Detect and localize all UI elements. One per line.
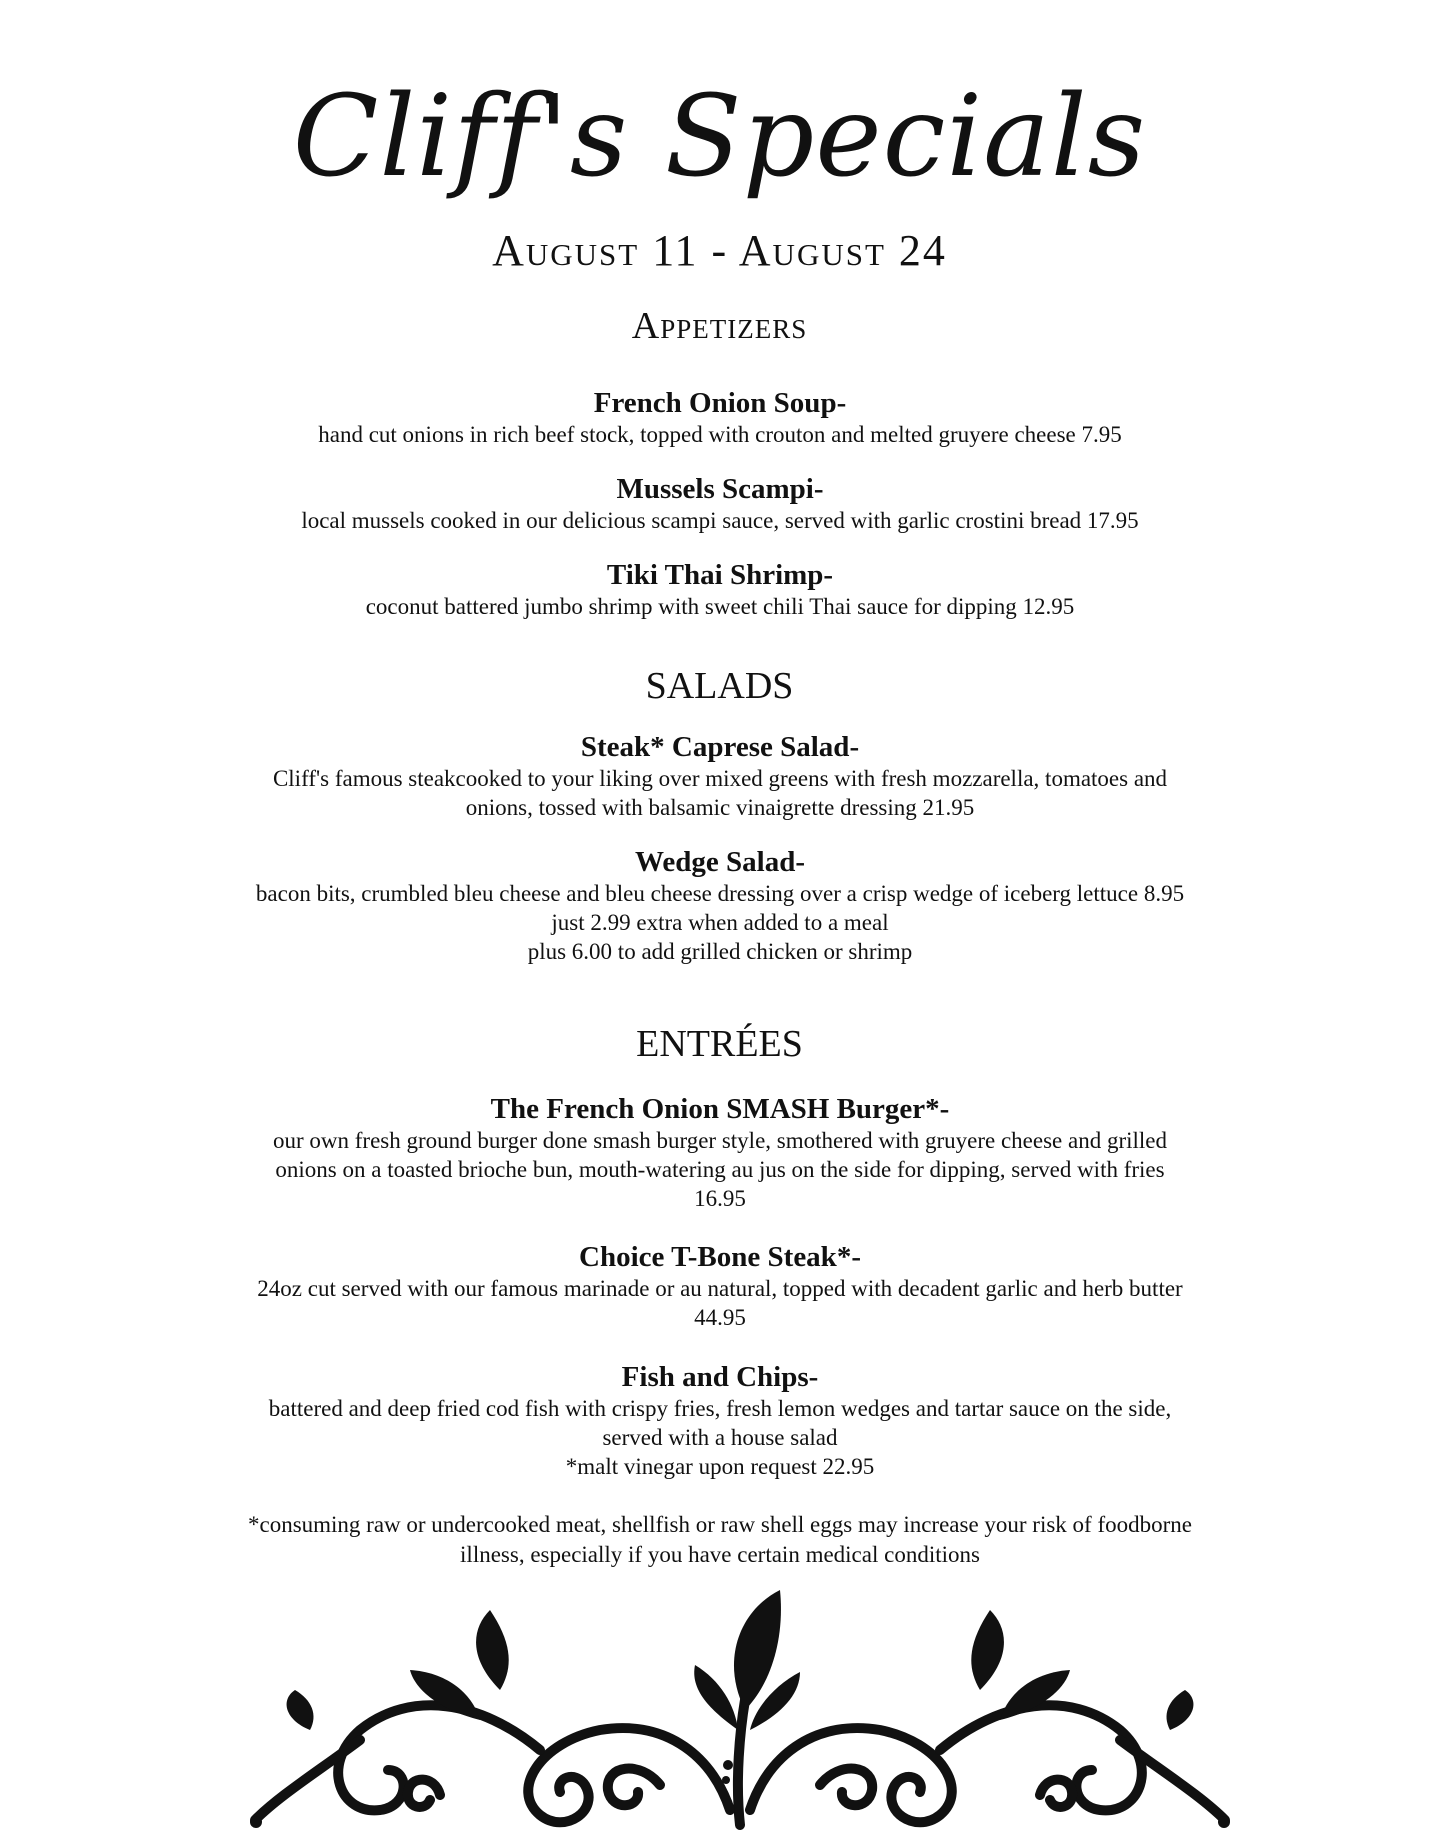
menu-item: [140, 472, 1300, 535]
item-description-line: bacon bits, crumbled bleu cheese and bleu cheese dressing over a crisp wedge of iceberg lettuce 8.95: [255, 881, 1185, 906]
item-name: The French Onion SMASH Burger*-: [490, 1093, 950, 1125]
item-description-line: 24oz cut served with our famous marinade or au natural, topped with decadent garlic and herb butter: [257, 1276, 1183, 1301]
item-description-line: onions, tossed with balsamic vinaigrette dressing 21.95: [465, 795, 975, 820]
item-description-line: 16.95: [694, 1186, 746, 1211]
item-name: Mussels Scampi-: [616, 473, 824, 505]
footnote-line: *consuming raw or undercooked meat, shellfish or raw shell eggs may increase your risk of foodborne: [247, 1512, 1192, 1537]
item-name: Tiki Thai Shrimp-: [606, 559, 834, 591]
item-name: Steak* Caprese Salad-: [580, 731, 860, 763]
item-name: Choice T-Bone Steak*-: [579, 1241, 861, 1273]
item-description: hand cut onions in rich beef stock, topped with crouton and melted gruyere cheese 7.95: [318, 422, 1122, 447]
item-description-line: served with a house salad: [602, 1425, 838, 1450]
item-description-line: battered and deep fried cod fish with crispy fries, fresh lemon wedges and tartar sauce on the side,: [268, 1396, 1172, 1421]
section-heading-entrees: ENTRÉES: [636, 1023, 803, 1065]
item-description-line: just 2.99 extra when added to a meal: [551, 910, 889, 935]
menu-item: [140, 386, 1300, 449]
menu-item: [140, 845, 1300, 966]
item-name: Fish and Chips-: [621, 1361, 819, 1393]
item-name: Wedge Salad-: [635, 846, 805, 878]
item-description-line: 44.95: [694, 1305, 746, 1330]
page-title: Cliff's Specials: [292, 72, 1147, 202]
menu-item: [140, 1092, 1300, 1213]
item-description-line: *malt vinegar upon request 22.95: [565, 1454, 875, 1479]
footnote: [140, 1510, 1300, 1570]
scroll-flourish-icon: [240, 1580, 1240, 1831]
item-description: coconut battered jumbo shrimp with sweet chili Thai sauce for dipping 12.95: [365, 594, 1075, 619]
item-description-line: onions on a toasted brioche bun, mouth-watering au jus on the side for dipping, served with fries: [275, 1157, 1165, 1182]
section-heading-appetizers: Appetizers: [631, 305, 808, 347]
item-description-line: Cliff's famous steakcooked to your liking over mixed greens with fresh mozzarella, tomatoes and: [272, 766, 1168, 791]
menu-item: [140, 1360, 1300, 1481]
menu-item: [140, 730, 1300, 822]
item-description-line: plus 6.00 to add grilled chicken or shrimp: [527, 939, 913, 964]
footnote-line: illness, especially if you have certain medical conditions: [460, 1542, 980, 1567]
menu-item: [140, 1240, 1300, 1332]
date-range: August 11 - August 24: [492, 226, 947, 275]
menu-item: [140, 558, 1300, 621]
item-name: French Onion Soup-: [593, 387, 847, 419]
section-heading-salads: SALADS: [645, 665, 794, 707]
item-description: local mussels cooked in our delicious scampi sauce, served with garlic crostini bread 17.95: [301, 508, 1139, 533]
item-description-line: our own fresh ground burger done smash burger style, smothered with gruyere cheese and grilled: [273, 1128, 1167, 1153]
